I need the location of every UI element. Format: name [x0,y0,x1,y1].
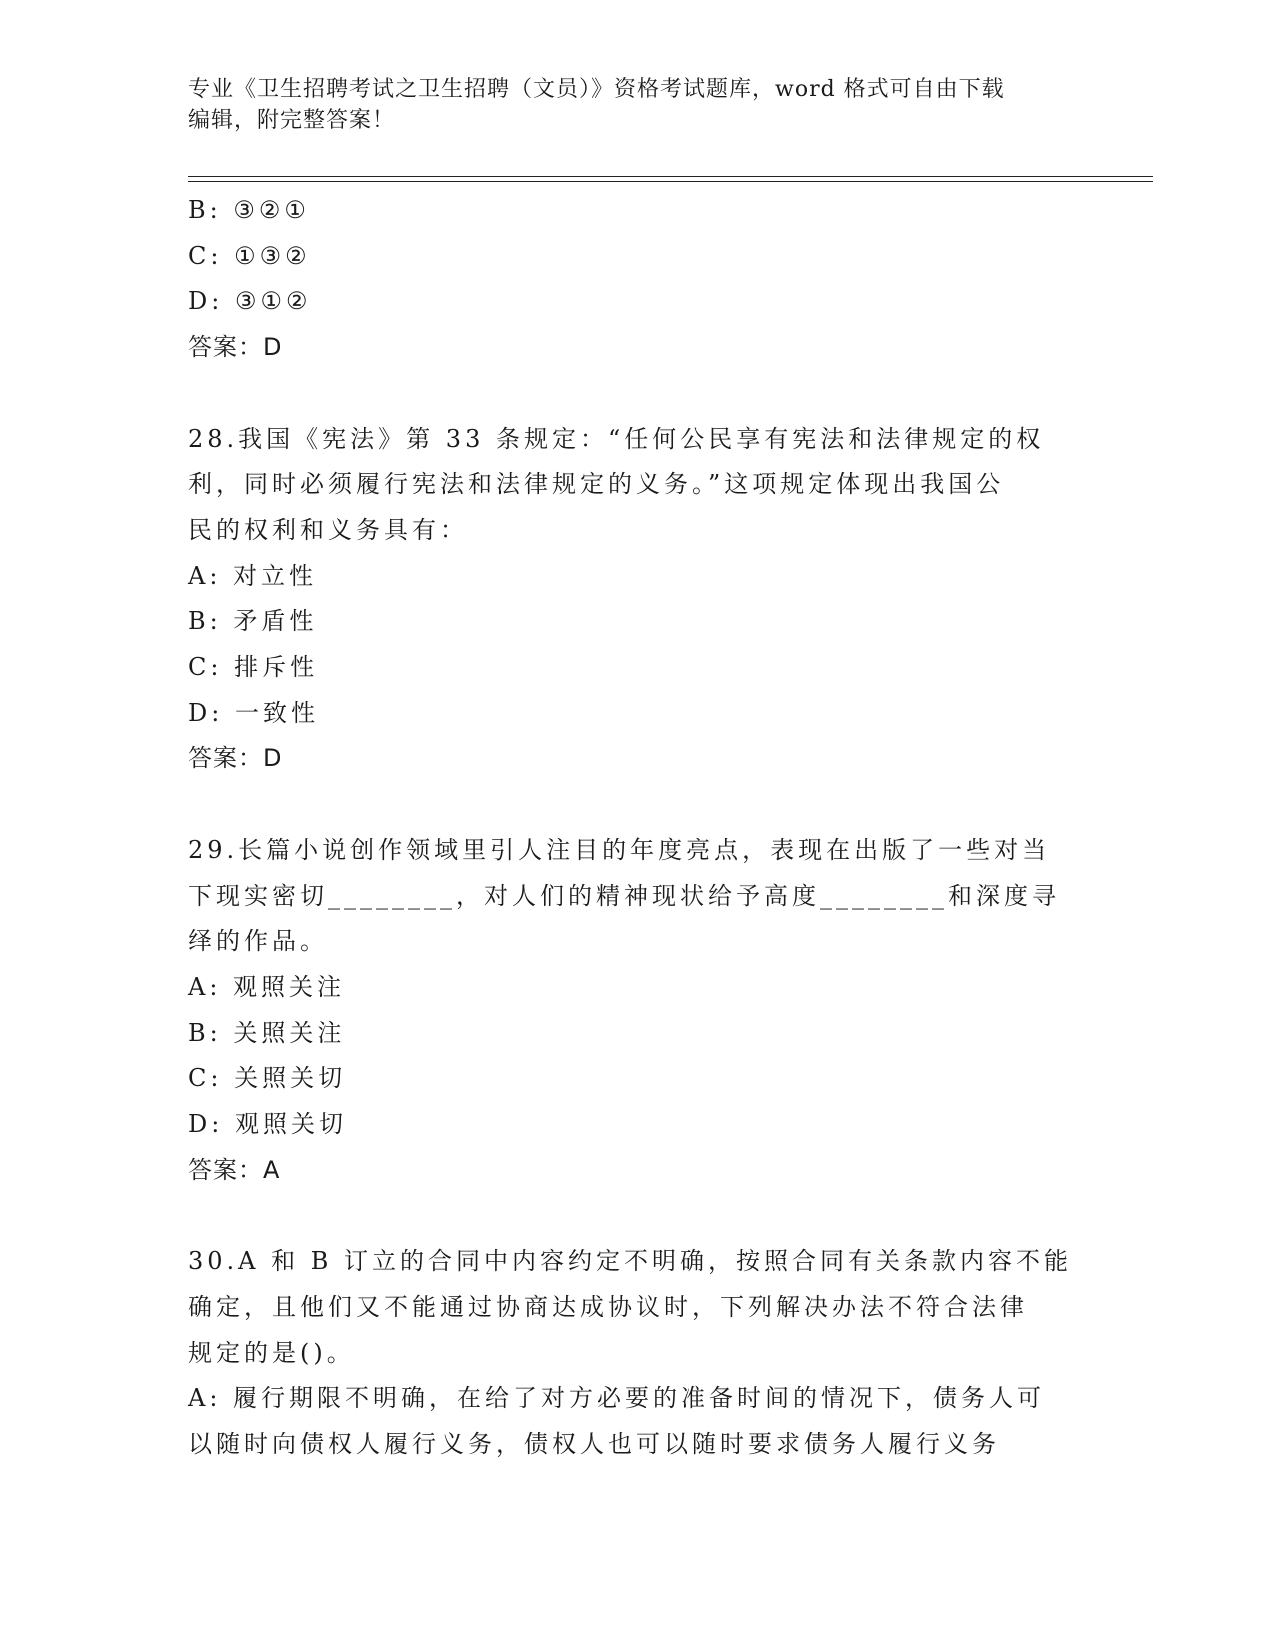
question-text-line: 绎的作品。 [188,927,328,956]
header-line-2: 编辑，附完整答案！ [188,108,396,133]
option-b: B: 关照关注 [188,1018,346,1047]
option-b: B: ③②① [188,196,310,224]
question-text-line: 民的权利和义务具有： [188,515,468,544]
question-text [188,1239,1088,1376]
question-text-line: 利，同时必须履行宪法和法律规定的义务。”这项规定体现出我国公 [188,470,1005,499]
answer: 答案：D [188,744,283,773]
option-b: B: 矛盾性 [188,607,318,636]
question-29 [188,828,1088,1194]
question-30 [188,1239,1088,1468]
option-a: A: 观照关注 [188,972,346,1001]
question-text-line: 确定，且他们又不能通过协商达成协议时，下列解决办法不符合法律 [188,1292,1028,1321]
question-text [188,828,1088,965]
option-text-line: A: 履行期限不明确，在给了对方必要的准备时间的情况下，债务人可 [188,1384,1046,1413]
document-body [188,188,1088,1468]
question-text-line: 28.我国《宪法》第 33 条规定：“任何公民享有宪法和法律规定的权 [188,424,1045,453]
option-a [188,1376,1088,1467]
option-c: C: 关照关切 [188,1064,347,1093]
option-d: D: 观照关切 [188,1110,347,1139]
option-a: A: 对立性 [188,561,318,590]
option-d: D: 一致性 [188,698,319,727]
header-divider-bottom [188,181,1153,182]
option-d: D: ③①② [188,287,312,316]
question-text-line: 30.A 和 B 订立的合同中内容约定不明确，按照合同有关条款内容不能 [188,1247,1073,1276]
prev-question [188,188,1088,371]
question-text-line: 规定的是()。 [188,1338,355,1367]
header-divider-top [188,176,1153,177]
question-text-line: 下现实密切________，对人们的精神现状给予高度________和深度寻 [188,881,1060,910]
answer: 答案：A [188,1155,281,1184]
question-28 [188,417,1088,783]
option-text-line: 以随时向债权人履行义务，债权人也可以随时要求债务人履行义务 [188,1429,1000,1458]
answer: 答案：D [188,333,283,362]
question-text-line: 29.长篇小说创作领域里引人注目的年度亮点，表现在出版了一些对当 [188,835,1051,864]
option-c: C: 排斥性 [188,653,319,682]
document-header [188,74,1088,136]
header-line-1: 专业《卫生招聘考试之卫生招聘（文员）》资格考试题库，word 格式可自由下载 [188,77,1005,102]
option-c: C: ①③② [188,241,311,270]
question-text [188,417,1088,554]
